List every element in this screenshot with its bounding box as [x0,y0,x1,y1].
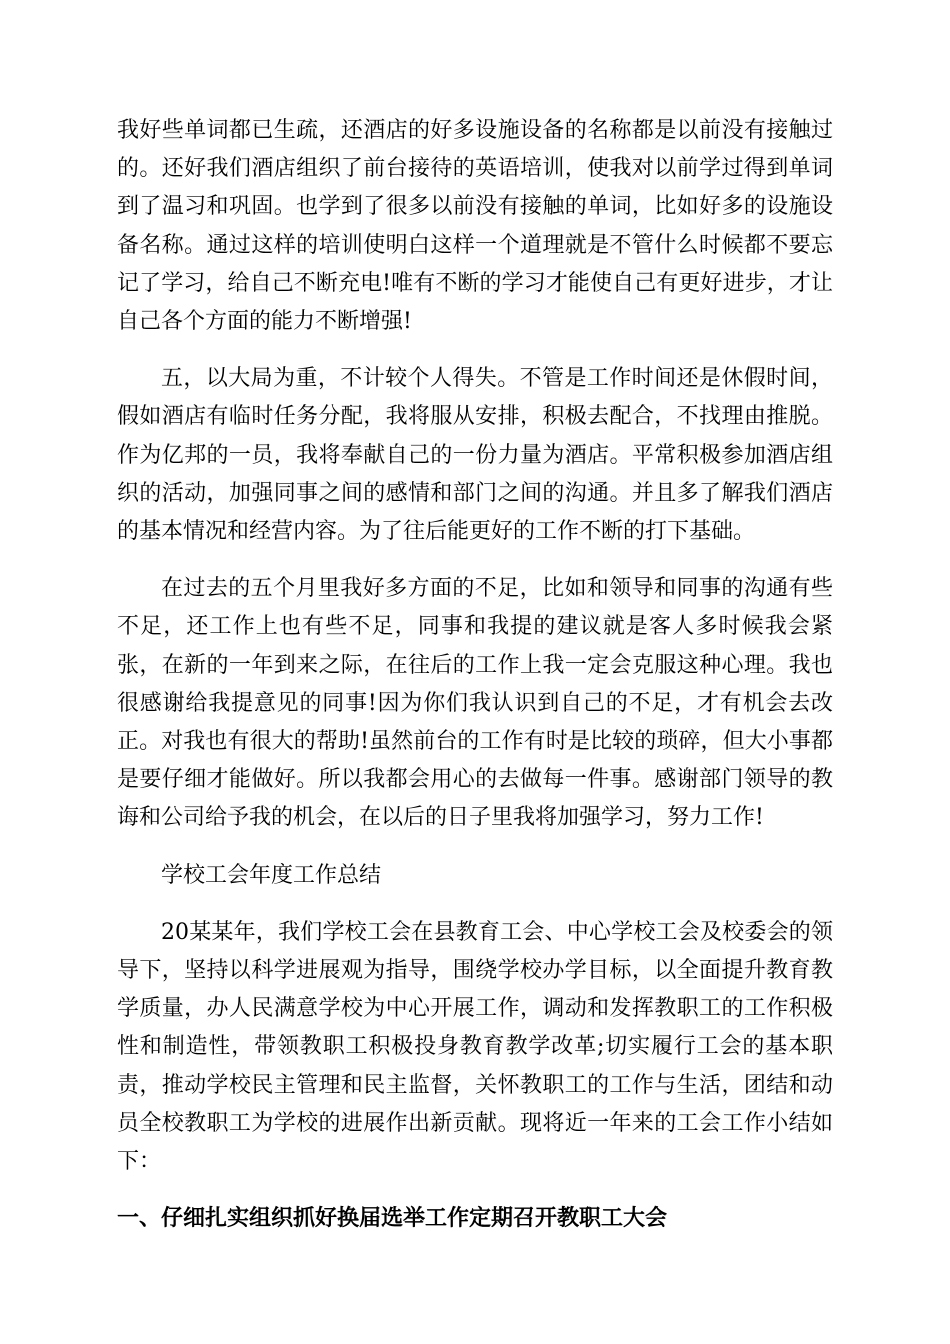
section-title: 学校工会年度工作总结 [161,862,382,888]
document-body [117,112,833,1238]
paragraph-shortcomings: 在过去的五个月里我好多方面的不足，比如和领导和同事的沟通有些不足，还工作上也有些不足，同事和我提的建议就是客人多时候我会紧张，在新的一年到来之际，在往后的工作上我一定会克服这种心理。我也很感谢给我提意见的同事!因为你们我认识到自己的不足，才有机会去改正。对我也有很大的帮助!虽然前台的工作有时是比较的琐碎，但大小事都是要仔细才能做好。所以我都会用心的去做每一件事。感谢部门领导的教诲和公司给予我的机会，在以后的日子里我将加强学习，努力工作! [117,576,833,831]
paragraph-point-five: 五，以大局为重，不计较个人得失。不管是工作时间还是休假时间，假如酒店有临时任务分配，我将服从安排，积极去配合，不找理由推脱。作为亿邦的一员，我将奉献自己的一份力量为酒店。平常积极参加酒店组织的活动，加强同事之间的感情和部门之间的沟通。并且多了解我们酒店的基本情况和经营内容。为了往后能更好的工作不断的打下基础。 [117,366,833,545]
section-heading-one: 一、仔细扎实组织抓好换届选举工作定期召开教职工大会 [117,1206,668,1232]
paragraph-english-training: 我好些单词都已生疏，还酒店的好多设施设备的名称都是以前没有接触过的。还好我们酒店组织了前台接待的英语培训，使我对以前学过得到单词到了温习和巩固。也学到了很多以前没有接触的单词，比如好多的设施设备名称。通过这样的培训使明白这样一个道理就是不管什么时候都不要忘记了学习，给自己不断充电!唯有不断的学习才能使自己有更好进步，才让自己各个方面的能力不断增强! [117,118,833,335]
paragraph-union-summary: 20某某年，我们学校工会在县教育工会、中心学校工会及校委会的领导下，坚持以科学进展观为指导，围绕学校办学目标，以全面提升教育教学质量，办人民满意学校为中心开展工作，调动和发挥教职工的工作积极性和制造性，带领教职工积极投身教育教学改革;切实履行工会的基本职责，推动学校民主管理和民主监督，关怀教职工的工作与生活，团结和动员全校教职工为学校的进展作出新贡献。现将近一年来的工会工作小结如下： [117,919,833,1175]
